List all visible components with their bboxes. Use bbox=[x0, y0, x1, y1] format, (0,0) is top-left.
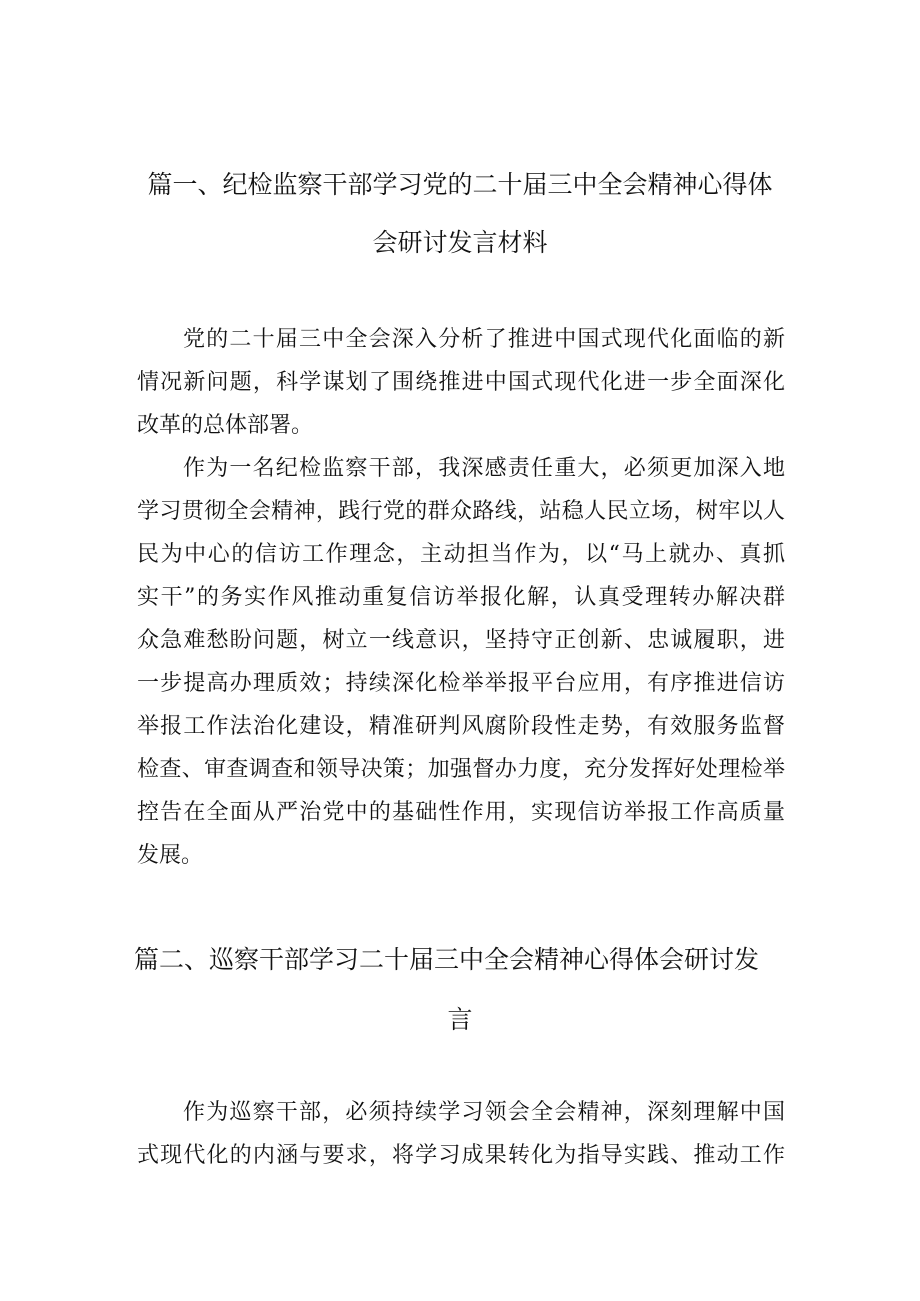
paragraph-line: 党的二十届三中全会深入分析了推进中国式现代化面临的新 bbox=[183, 327, 785, 352]
paragraph-line: 式现代化的内涵与要求，将学习成果转化为指导实践、推动工作 bbox=[137, 1143, 785, 1168]
paragraph-line: 实干”的务实作风推动重复信访举报化解，认真受理转办解决群 bbox=[137, 585, 785, 610]
paragraph-line: 学习贯彻全会精神，践行党的群众路线，站稳人民立场，树牢以人 bbox=[137, 499, 785, 524]
section-1-title-line-2: 会研讨发言材料 bbox=[372, 228, 548, 257]
paragraph-line: 控告在全面从严治党中的基础性作用，实现信访举报工作高质量 bbox=[137, 800, 785, 825]
paragraph-line: 举报工作法治化建设，精准研判风腐阶段性走势，有效服务监督 bbox=[137, 714, 785, 739]
paragraph-line: 一步提高办理质效；持续深化检举举报平台应用，有序推进信访 bbox=[137, 671, 785, 696]
paragraph-line: 情况新问题，科学谋划了围绕推进中国式现代化进一步全面深化 bbox=[137, 370, 785, 395]
paragraph-line: 作为一名纪检监察干部，我深感责任重大，必须更加深入地 bbox=[183, 456, 785, 481]
paragraph-line: 发展。 bbox=[137, 843, 204, 868]
paragraph-line: 众急难愁盼问题，树立一线意识，坚持守正创新、忠诚履职，进 bbox=[137, 628, 785, 653]
section-1-title-line-1: 篇一、纪检监察干部学习党的二十届三中全会精神心得体 bbox=[147, 170, 773, 199]
paragraph-line: 作为巡察干部，必须持续学习领会全会精神，深刻理解中国 bbox=[183, 1100, 785, 1125]
paragraph-line: 检查、审查调查和领导决策；加强督办力度，充分发挥好处理检举 bbox=[137, 757, 785, 782]
section-2-title-line-1: 篇二、巡察干部学习二十届三中全会精神心得体会研讨发 bbox=[134, 945, 760, 974]
paragraph-line: 民为中心的信访工作理念，主动担当作为，以“马上就办、真抓 bbox=[137, 542, 785, 567]
section-2-title-line-2: 言 bbox=[447, 1005, 473, 1034]
paragraph-line: 改革的总体部署。 bbox=[137, 413, 314, 438]
